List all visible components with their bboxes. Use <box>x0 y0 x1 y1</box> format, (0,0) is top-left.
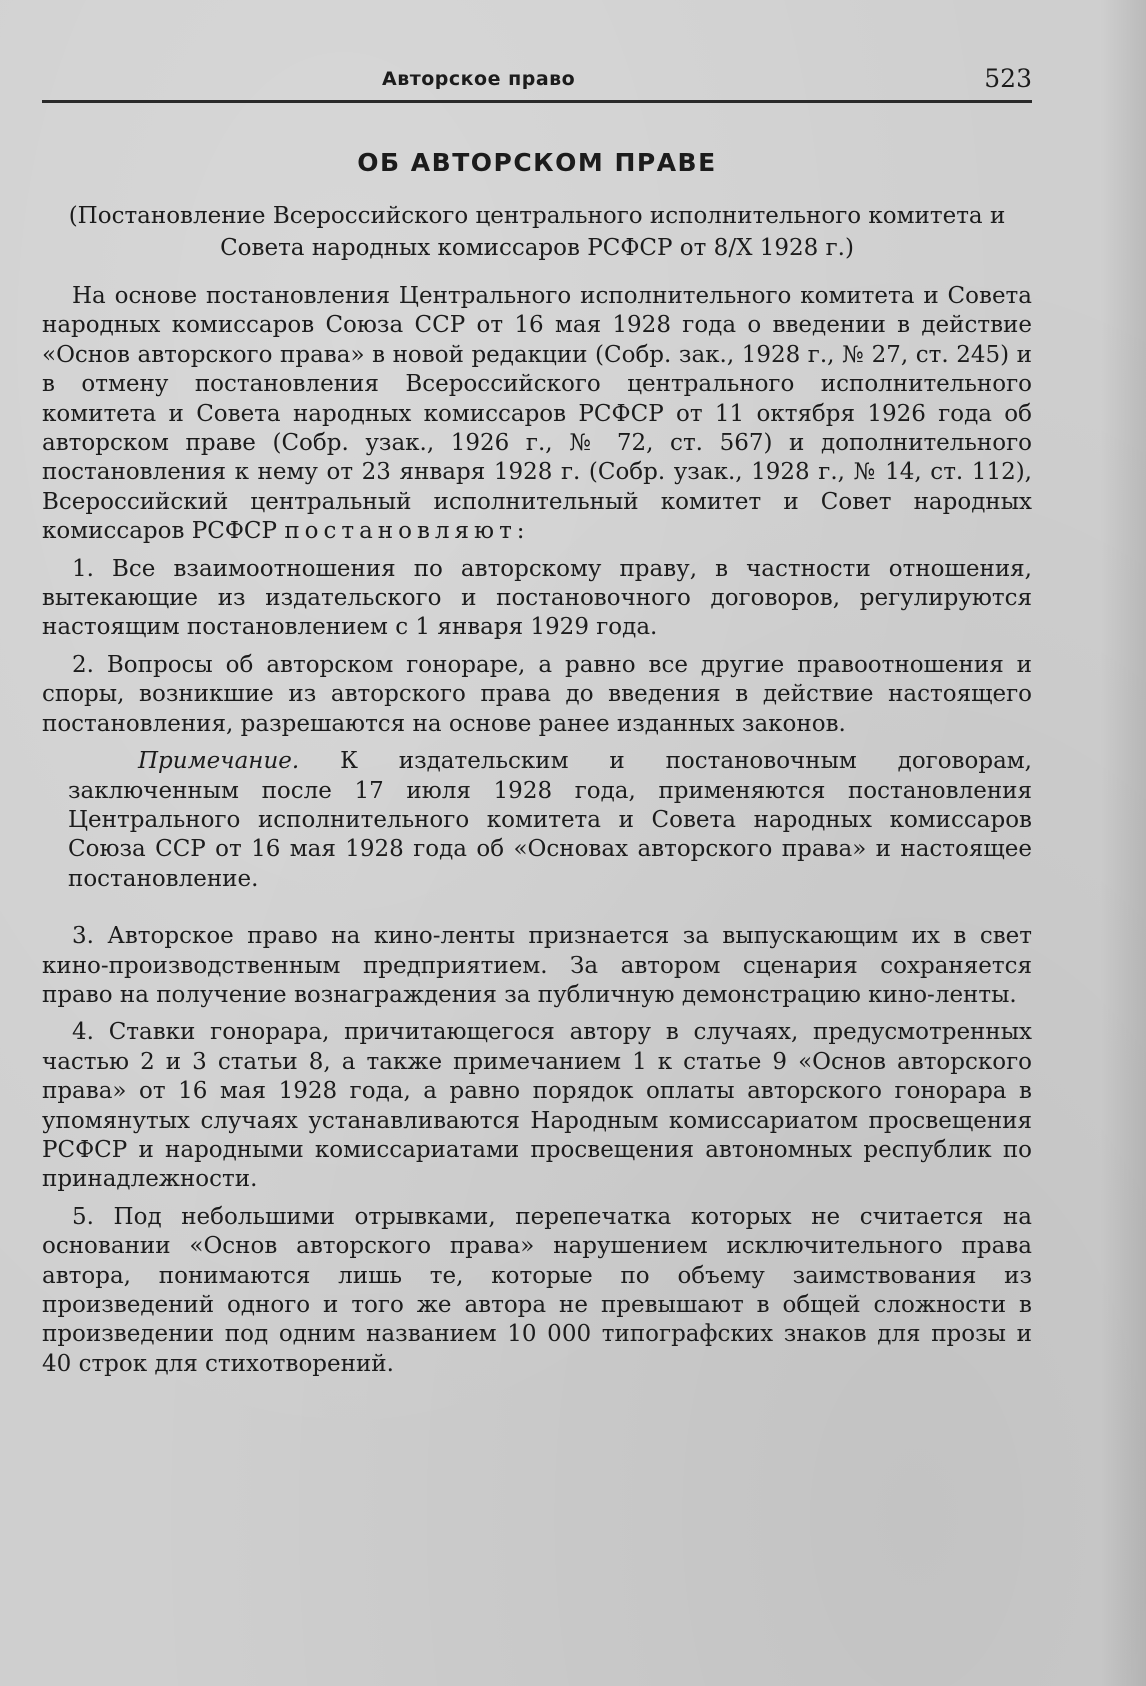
page-shadow <box>1100 0 1146 1686</box>
note-label: Примечание. <box>138 748 300 775</box>
running-header <box>42 64 1032 103</box>
preamble-verb: постановляют: <box>284 518 530 545</box>
document-body <box>42 282 1032 1379</box>
note-paragraph <box>68 747 1032 894</box>
note-text: К издательским и постановочным договорам, заключенным после 17 июля 1928 года, применяются постановления Центрального исполнительного комитета и Совета народных комиссаров Союза ССР от 16 мая 1928 года об «Основах авторского права» и настоящее постановление. <box>68 748 1032 892</box>
item-3-paragraph: 3. Авторское право на кино-ленты признается за выпускающим их в свет кино-производственным предприятием. За автором сценария сохраняется право на получение вознаграждения за публичную демонстрацию кино-ленты. <box>42 923 1032 1008</box>
document-subtitle: (Постановление Всероссийского центрального исполнительного комитета и Совета народных комиссаров РСФСР от 8/X 1928 г.) <box>68 203 1006 261</box>
item-1-paragraph: 1. Все взаимоотношения по авторскому праву, в частности отношения, вытекающие из издательского и постановочного договоров, регулируются настоящим постановлением с 1 января 1929 года. <box>42 555 1032 641</box>
page-number: 523 <box>984 64 1032 93</box>
preamble-paragraph <box>42 282 1032 547</box>
running-title: Авторское право <box>382 68 576 90</box>
preamble-text: На основе постановления Центрального исполнительного комитета и Совета народных комиссаров Союза ССР от 16 мая 1928 года о введении в действие «Основ авторского права» в новой редакции (Собр. зак., 1928 г., № 27, ст. 245) и в отмену постановления Всероссийского центрального исполнительного комитета и Совета народных комиссаров РСФСР от 11 октября 1926 года об авторском праве (Собр. узак., 1926 г., № 72, ст. 567) и дополнительного постановления к нему от 23 января 1928 г. (Собр. узак., 1928 г., № 14, ст. 112), Всероссийский центральный исполнительный комитет и Совет народных комиссаров РСФСР <box>42 283 1032 545</box>
document-title: ОБ АВТОРСКОМ ПРАВЕ <box>357 148 717 177</box>
item-5-paragraph: 5. Под небольшими отрывками, перепечатка которых не считается на основании «Основ авторского права» нарушением исключительного права автора, понимаются лишь те, которые по объему заимствования из произведений одного и того же автора не превышают в общей сложности в произведении под одним названием 10 000 типографских знаков для прозы и 40 строк для стихотворений. <box>42 1203 1032 1377</box>
item-2-paragraph: 2. Вопросы об авторском гонораре, а равно все другие правоотношения и споры, возникшие из авторского права до введения в действие настоящего постановления, разрешаются на основе ранее изданных законов. <box>42 651 1032 737</box>
item-4-paragraph: 4. Ставки гонорара, причитающегося автору в случаях, предусмотренных частью 2 и 3 статьи 8, а также примечанием 1 к статье 9 «Основ авторского права» от 16 мая 1928 года, а равно порядок оплаты авторского гонорара в упомянутых случаях устанавливаются Народным комиссариатом просвещения РСФСР и народными комиссариатами просвещения автономных республик по принадлежности. <box>42 1019 1032 1193</box>
